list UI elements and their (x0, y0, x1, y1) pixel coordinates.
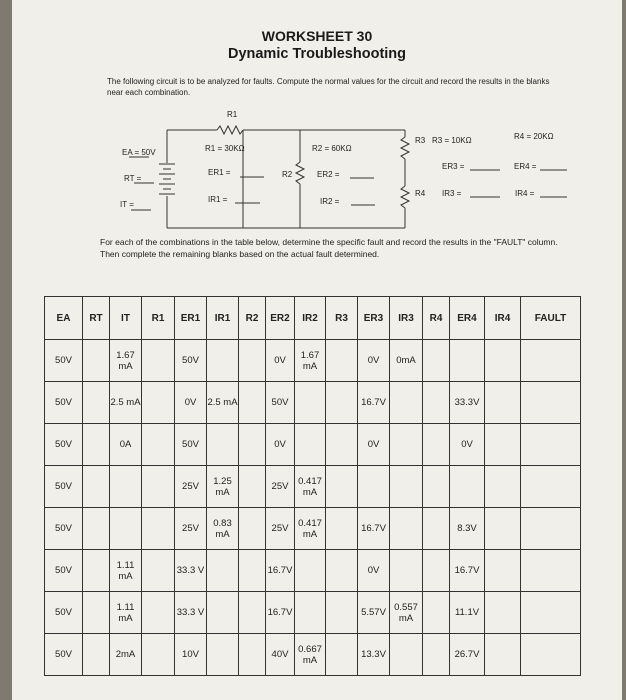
cell-er2: 16.7V (266, 592, 295, 634)
cell-er3: 16.7V (358, 508, 390, 550)
cell-er4: 16.7V (450, 550, 485, 592)
header-row (45, 297, 581, 340)
cell-ir4[interactable] (485, 592, 521, 634)
cell-it: 1.11 mA (110, 592, 142, 634)
cell-ea: 50V (45, 508, 83, 550)
ir1-label: IR1 = (208, 195, 228, 204)
cell-ir3[interactable] (390, 508, 423, 550)
ir4-label: IR4 = (515, 189, 535, 198)
cell-er1: 25V (175, 466, 207, 508)
table-row (45, 592, 581, 634)
cell-r3[interactable] (326, 340, 358, 382)
cell-ir4[interactable] (485, 424, 521, 466)
cell-fault[interactable] (521, 592, 581, 634)
cell-ir1[interactable] (207, 592, 239, 634)
cell-r1[interactable] (142, 550, 175, 592)
cell-r3[interactable] (326, 634, 358, 676)
col-header-er4: ER4 (450, 297, 485, 340)
er2-label: ER2 = (317, 170, 340, 179)
cell-ir2: 0.417 mA (295, 508, 326, 550)
cell-er1: 10V (175, 634, 207, 676)
cell-it[interactable] (110, 466, 142, 508)
cell-r2[interactable] (239, 634, 266, 676)
cell-er2: 25V (266, 508, 295, 550)
r1-value: R1 = 30KΩ (205, 144, 245, 153)
cell-er4[interactable] (450, 340, 485, 382)
col-header-er1: ER1 (175, 297, 207, 340)
worksheet-subtitle: Dynamic Troubleshooting (227, 46, 407, 62)
worksheet-title: WORKSHEET 30 (261, 28, 373, 44)
col-header-r1: R1 (142, 297, 175, 340)
cell-ir2[interactable] (295, 592, 326, 634)
cell-er1: 0V (175, 382, 207, 424)
er3-label: ER3 = (442, 162, 465, 171)
cell-r2[interactable] (239, 592, 266, 634)
er4-label: ER4 = (514, 162, 537, 171)
cell-rt[interactable] (83, 550, 110, 592)
table-body (45, 340, 581, 676)
cell-it: 2mA (110, 634, 142, 676)
table-row (45, 382, 581, 424)
cell-r3[interactable] (326, 424, 358, 466)
cell-ea: 50V (45, 634, 83, 676)
cell-r4[interactable] (423, 508, 450, 550)
cell-rt[interactable] (83, 592, 110, 634)
cell-ea: 50V (45, 382, 83, 424)
cell-rt[interactable] (83, 634, 110, 676)
cell-er2: 16.7V (266, 550, 295, 592)
col-header-rt: RT (83, 297, 110, 340)
cell-ir4[interactable] (485, 382, 521, 424)
instructions-text: For each of the combinations in the table below, determine the specific fault and record the results in the "FAULT" column. Then complete the remaining blanks based on the actual fault determined. (100, 237, 558, 259)
cell-ir3[interactable] (390, 466, 423, 508)
cell-ir3: 0.557 mA (390, 592, 423, 634)
cell-er1: 33.3 V (175, 550, 207, 592)
r2-value: R2 = 60KΩ (312, 144, 352, 153)
cell-r2[interactable] (239, 508, 266, 550)
r2-label: R2 (282, 170, 293, 179)
rt-label: RT = (124, 174, 142, 183)
cell-er3: 16.7V (358, 382, 390, 424)
cell-fault[interactable] (521, 340, 581, 382)
cell-r2[interactable] (239, 550, 266, 592)
cell-r2[interactable] (239, 382, 266, 424)
cell-ea: 50V (45, 592, 83, 634)
cell-er3: 13.3V (358, 634, 390, 676)
table-row (45, 634, 581, 676)
cell-ir3[interactable] (390, 382, 423, 424)
circuit-schematic (12, 0, 622, 250)
cell-ir3: 0mA (390, 340, 423, 382)
cell-er4: 11.1V (450, 592, 485, 634)
ea-value: EA = 50V (122, 148, 156, 157)
cell-er3: 5.57V (358, 592, 390, 634)
cell-r4[interactable] (423, 592, 450, 634)
cell-fault[interactable] (521, 550, 581, 592)
cell-r3[interactable] (326, 592, 358, 634)
cell-er3: 0V (358, 550, 390, 592)
cell-er4: 8.3V (450, 508, 485, 550)
cell-ir4[interactable] (485, 466, 521, 508)
table-header (45, 297, 581, 340)
cell-it: 1.11 mA (110, 550, 142, 592)
cell-ir1: 1.25 mA (207, 466, 239, 508)
cell-r4[interactable] (423, 466, 450, 508)
cell-ea: 50V (45, 424, 83, 466)
cell-ea: 50V (45, 340, 83, 382)
cell-r4[interactable] (423, 550, 450, 592)
col-header-ir3: IR3 (390, 297, 423, 340)
cell-er2: 50V (266, 382, 295, 424)
cell-ir1[interactable] (207, 634, 239, 676)
cell-rt[interactable] (83, 424, 110, 466)
table-row (45, 466, 581, 508)
cell-fault[interactable] (521, 424, 581, 466)
cell-r3[interactable] (326, 550, 358, 592)
cell-fault[interactable] (521, 382, 581, 424)
it-label: IT = (120, 200, 134, 209)
r3-value: R3 = 10KΩ (432, 136, 472, 145)
table-row (45, 340, 581, 382)
cell-rt[interactable] (83, 466, 110, 508)
cell-ir1: 0.83 mA (207, 508, 239, 550)
er1-label: ER1 = (208, 168, 231, 177)
col-header-r3: R3 (326, 297, 358, 340)
cell-ir3[interactable] (390, 550, 423, 592)
cell-r1[interactable] (142, 340, 175, 382)
cell-r1[interactable] (142, 466, 175, 508)
cell-er1: 25V (175, 508, 207, 550)
cell-er3: 0V (358, 340, 390, 382)
cell-ea: 50V (45, 466, 83, 508)
col-header-ir2: IR2 (295, 297, 326, 340)
cell-er4: 26.7V (450, 634, 485, 676)
worksheet-page (12, 0, 622, 700)
col-header-ea: EA (45, 297, 83, 340)
cell-r1[interactable] (142, 424, 175, 466)
cell-er2: 40V (266, 634, 295, 676)
intro-text: The following circuit is to be analyzed for faults. Compute the normal values for the circuit and record the results in the blanks near each combination. (107, 77, 550, 97)
cell-ea: 50V (45, 550, 83, 592)
col-header-r2: R2 (239, 297, 266, 340)
col-header-r4: R4 (423, 297, 450, 340)
cell-it: 0A (110, 424, 142, 466)
cell-r3[interactable] (326, 466, 358, 508)
cell-er3[interactable] (358, 466, 390, 508)
cell-ir1: 2.5 mA (207, 382, 239, 424)
cell-er2: 25V (266, 466, 295, 508)
cell-r4[interactable] (423, 634, 450, 676)
cell-er4[interactable] (450, 466, 485, 508)
cell-r1[interactable] (142, 634, 175, 676)
cell-ir4[interactable] (485, 550, 521, 592)
cell-ir2[interactable] (295, 550, 326, 592)
ir2-label: IR2 = (320, 197, 340, 206)
cell-rt[interactable] (83, 340, 110, 382)
cell-er2: 0V (266, 424, 295, 466)
cell-r1[interactable] (142, 508, 175, 550)
cell-ir1[interactable] (207, 424, 239, 466)
cell-r3[interactable] (326, 508, 358, 550)
table-row (45, 550, 581, 592)
col-header-er3: ER3 (358, 297, 390, 340)
col-header-fault: FAULT (521, 297, 581, 340)
cell-it: 1.67 mA (110, 340, 142, 382)
cell-r2[interactable] (239, 424, 266, 466)
cell-er4: 0V (450, 424, 485, 466)
cell-r4[interactable] (423, 340, 450, 382)
cell-er1: 33.3 V (175, 592, 207, 634)
col-header-it: IT (110, 297, 142, 340)
cell-ir4[interactable] (485, 508, 521, 550)
cell-ir2: 0.667 mA (295, 634, 326, 676)
table-row (45, 424, 581, 466)
cell-ir2: 0.417 mA (295, 466, 326, 508)
cell-ir2: 1.67 mA (295, 340, 326, 382)
r1-label: R1 (227, 110, 238, 119)
r4-value: R4 = 20KΩ (514, 132, 554, 141)
cell-r2[interactable] (239, 466, 266, 508)
cell-er1: 50V (175, 340, 207, 382)
cell-fault[interactable] (521, 508, 581, 550)
ir3-label: IR3 = (442, 189, 462, 198)
cell-r1[interactable] (142, 592, 175, 634)
cell-ir4[interactable] (485, 340, 521, 382)
cell-rt[interactable] (83, 508, 110, 550)
cell-er3: 0V (358, 424, 390, 466)
cell-r1[interactable] (142, 382, 175, 424)
cell-it[interactable] (110, 508, 142, 550)
cell-er1: 50V (175, 424, 207, 466)
cell-er4: 33.3V (450, 382, 485, 424)
table-row (45, 508, 581, 550)
cell-r3[interactable] (326, 382, 358, 424)
troubleshooting-table (44, 296, 581, 676)
col-header-ir4: IR4 (485, 297, 521, 340)
cell-ir2[interactable] (295, 424, 326, 466)
cell-ir4[interactable] (485, 634, 521, 676)
cell-ir2[interactable] (295, 382, 326, 424)
r3-label: R3 (415, 136, 426, 145)
cell-rt[interactable] (83, 382, 110, 424)
cell-ir1[interactable] (207, 340, 239, 382)
cell-it: 2.5 mA (110, 382, 142, 424)
cell-er2: 0V (266, 340, 295, 382)
col-header-er2: ER2 (266, 297, 295, 340)
cell-r2[interactable] (239, 340, 266, 382)
cell-ir3[interactable] (390, 424, 423, 466)
col-header-ir1: IR1 (207, 297, 239, 340)
cell-ir3[interactable] (390, 634, 423, 676)
cell-fault[interactable] (521, 634, 581, 676)
cell-fault[interactable] (521, 466, 581, 508)
cell-ir1[interactable] (207, 550, 239, 592)
cell-r4[interactable] (423, 382, 450, 424)
r4-label: R4 (415, 189, 426, 198)
cell-r4[interactable] (423, 424, 450, 466)
